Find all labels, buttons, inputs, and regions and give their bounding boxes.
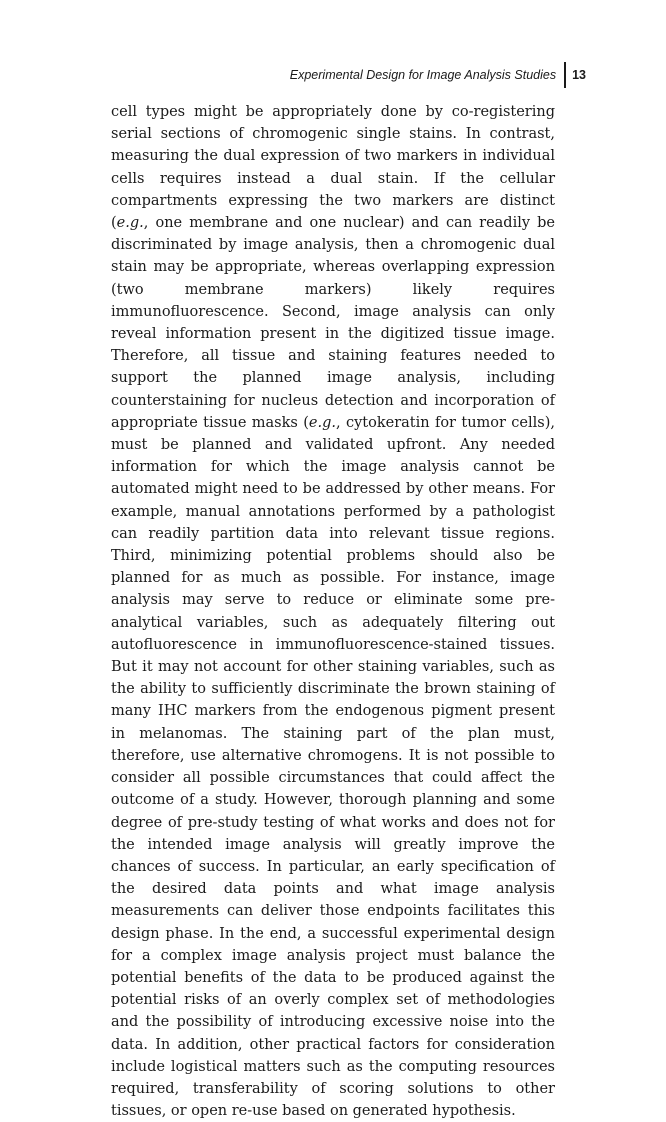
paragraph-text-1: cell types might be appropriately done by co-registering serial sections of chromogenic single stains. In contrast, measuring the dual expression of two markers in individual cells requires instead a dual stain. If the cellular compartments expressing the two markers are distinct ( <box>111 104 555 232</box>
abbreviation-eg-2: e.g. <box>308 414 336 431</box>
abbreviation-eg-1: e.g. <box>116 215 144 232</box>
running-head <box>290 62 586 88</box>
page-number: 13 <box>572 68 586 82</box>
body-paragraph <box>111 101 555 1122</box>
running-title: Experimental Design for Image Analysis Studies <box>289 68 557 82</box>
paragraph-text-3: , cytokeratin for tumor cells), must be planned and validated upfront. Any needed information for which the image analysis cannot be automated might need to be addressed by other means. For example, manual annotations performed by a pathologist can readily partition data into relevant tissue regions. Third, minimizing potential problems should also be planned for as much as possible. For instance, image analysis may serve to reduce or eliminate some pre-analytical variables, such as adequately filtering out autofluorescence in immunofluorescence-stained tissues. But it may not account for other staining variables, such as the ability to sufficiently discriminate the brown staining of many IHC markers from the endogenous pigment present in melanomas. The staining part of the plan must, therefore, use alternative chromogens. It is not possible to consider all possible circumstances that could affect the outcome of a study. However, thorough planning and some degree of pre-study testing of what works and does not for the intended image analysis will greatly improve the chances of success. In particular, an early specification of the desired data points and what image analysis measurements can deliver those endpoints facilitates this design phase. In the end, a successful experimental design for a complex image analysis project must balance the potential benefits of the data to be produced against the potential risks of an overly complex set of methodologies and the possibility of introducing excessive noise into the data. In addition, other practical factors for consideration include logistical matters such as the computing resources required, transferability of scoring solutions to other tissues, or open re-use based on generated hypothesis. <box>111 414 555 1120</box>
paragraph-text-2: , one membrane and one nuclear) and can readily be discriminated by image analysis, then a chromogenic dual stain may be appropriate, whereas overlapping expression (two membrane markers) likely requires immunofluorescence. Second, image analysis can only reveal information present in the digitized tissue image. Therefore, all tissue and staining features needed to support the planned image analysis, including counterstaining for nucleus detection and incorporation of appropriate tissue masks ( <box>111 215 555 431</box>
